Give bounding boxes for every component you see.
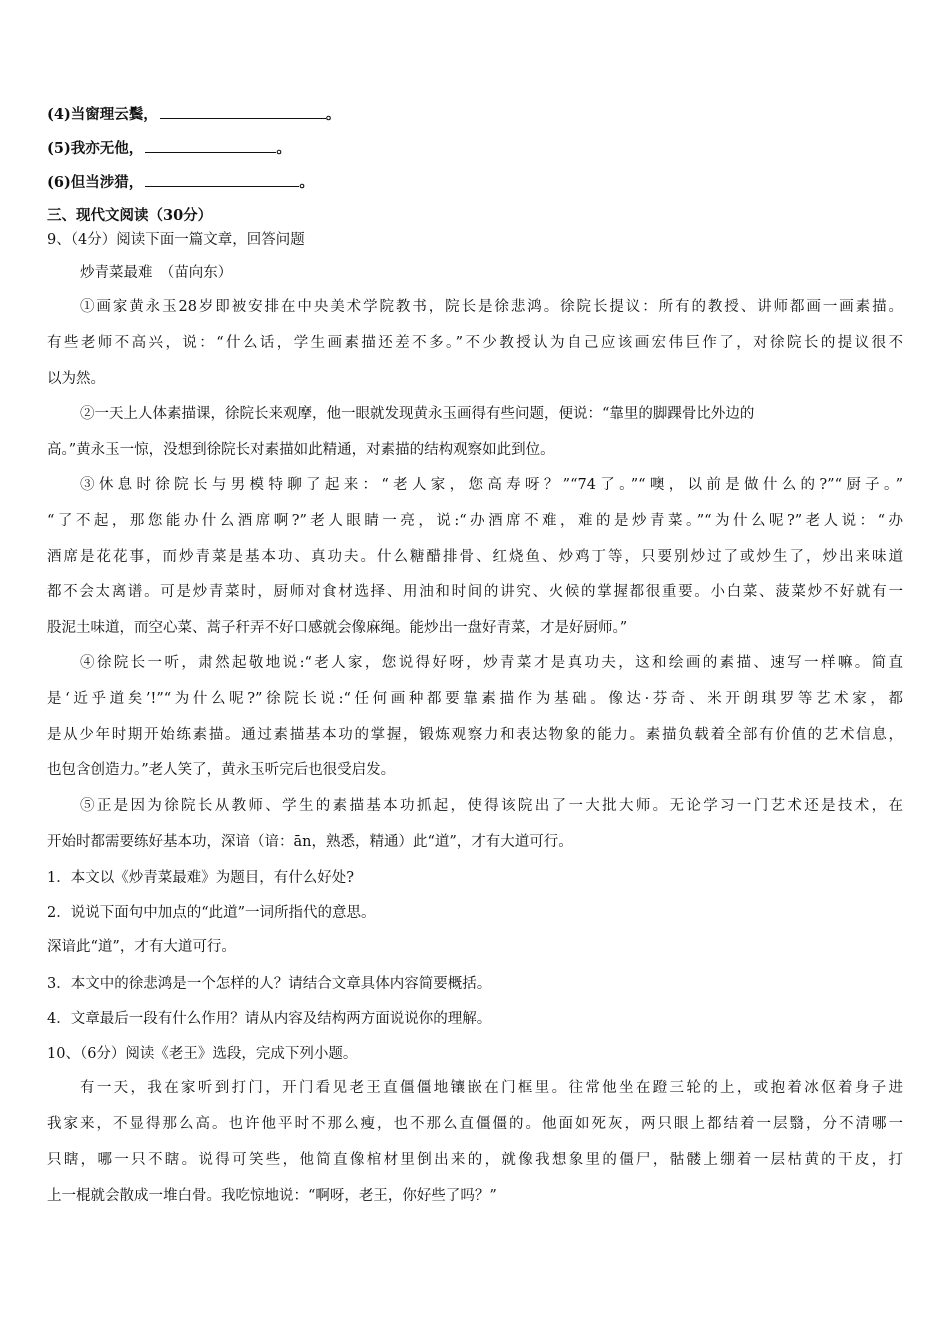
article-line: “了不起，那您能办什么酒席啊?”老人眼睛一亮，说:“办酒席不难，难的是炒青菜。”“为什么呢?”老人说：“办 [47,513,903,529]
fill-item-end: 。 [299,174,314,191]
excerpt-line: 我家来，不显得那么高。也许他平时不那么瘦，也不那么直僵僵的。他面如死灰，两只眼上都结着一层翳，分不清哪一 [47,1116,903,1132]
fill-item-end: 。 [325,106,341,123]
article-line: ①画家黄永玉28岁即被安排在中央美术学院教书，院长是徐悲鸿。徐院长提议：所有的教授、讲师都画一画素描。 [80,299,903,315]
question-10-intro: 10、（6分）阅读《老王》选段，完成下列小题。 [47,1046,358,1062]
article-line: 以为然。 [47,371,105,387]
excerpt-line: 有一天，我在家听到打门，开门看见老王直僵僵地镶嵌在门框里。往常他坐在蹬三轮的上，或抱着冰伛着身子进 [80,1080,903,1096]
article-line: 都不会太离谱。可是炒青菜时，厨师对食材选择、用油和时间的讲究、火候的掌握都很重要。小白菜、菠菜炒不好就有一 [47,584,903,600]
article-line: 是‘近乎道矣’!”“为什么呢?”徐院长说:“任何画种都要靠素描作为基础。像达·芬奇、米开朗琪罗等艺术家，都 [47,691,903,707]
answer-blank[interactable] [145,172,299,187]
article-line: ④徐院长一听，肃然起敬地说:“老人家，您说得好呀，炒青菜才是真功夫，这和绘画的素描、速写一样嘛。简直 [80,655,903,671]
sub-question: 4．文章最后一段有什么作用？请从内容及结构两方面说说你的理解。 [47,1011,492,1027]
article-line: 是从少年时期开始练素描。通过素描基本功的掌握，锻炼观察力和表达物象的能力。素描负载着全部有价值的艺术信息， [47,727,903,743]
question-9-intro: 9、（4分）阅读下面一篇文章，回答问题 [47,232,305,248]
article-line: 有些老师不高兴，说：“什么话，学生画素描还差不多。”不少教授认为自己应该画宏伟巨作了，对徐院长的提议很不 [47,335,903,351]
sub-question: 2．说说下面句中加点的“此道”一词所指代的意思。 [47,905,376,921]
excerpt-line: 只瞎，哪一只不瞎。说得可笑些，他简直像棺材里倒出来的，就像我想象里的僵尸，骷髅上绷着一层枯黄的干皮，打 [47,1152,903,1168]
article-line: 开始时都需要练好基本功，深谙（谙：ān，熟悉，精通）此“道”，才有大道可行。 [47,834,573,850]
article-line: 股泥土味道，而空心菜、蒿子秆弄不好口感就会像麻绳。能炒出一盘好青菜，才是好厨师。” [47,620,628,636]
article-line: 也包含创造力。”老人笑了，黄永玉听完后也很受启发。 [47,762,396,778]
article-line: 酒席是花花事，而炒青菜是基本功、真功夫。什么糖醋排骨、红烧鱼、炒鸡丁等，只要别炒过了或炒生了，炒出来味道 [47,549,903,565]
answer-blank[interactable] [145,138,276,153]
article-line: ②一天上人体素描课，徐院长来观摩，他一眼就发现黄永玉画得有些问题，便说：“靠里的脚踝骨比外边的 [80,406,755,422]
excerpt-line: 上一棍就会散成一堆白骨。我吃惊地说：“啊呀，老王，你好些了吗？” [47,1188,497,1204]
answer-blank[interactable] [160,104,326,119]
sub-question: 3．本文中的徐悲鸿是一个怎样的人？请结合文章具体内容简要概括。 [47,976,492,992]
fill-item-label: (5)我亦无他， [47,140,144,157]
fill-item-label: (4)当窗理云鬓， [47,106,158,123]
fill-item-label: (6)但当涉猎， [47,174,144,191]
fill-item-end: 。 [276,140,291,157]
article-line: 高。”黄永玉一惊，没想到徐院长对素描如此精通，对素描的结构观察如此到位。 [47,442,555,458]
article-line: ⑤正是因为徐院长从教师、学生的素描基本功抓起，使得该院出了一大批大师。无论学习一门艺术还是技术，在 [80,798,903,814]
fill-item-6 [47,172,314,193]
article-title: 炒青菜最难 （苗向东） [80,265,233,281]
fill-item-4 [47,104,340,125]
fill-item-5 [47,138,291,159]
section-heading: 三、现代文阅读（30分） [47,207,213,224]
sub-question: 1．本文以《炒青菜最难》为题目，有什么好处? [47,870,354,886]
article-line: ③休息时徐院长与男模特聊了起来：“老人家，您高寿呀？”“74了。”“噢，以前是做什么的?”“厨子。” [80,477,903,493]
quoted-sentence: 深谙此“道”，才有大道可行。 [47,939,236,955]
